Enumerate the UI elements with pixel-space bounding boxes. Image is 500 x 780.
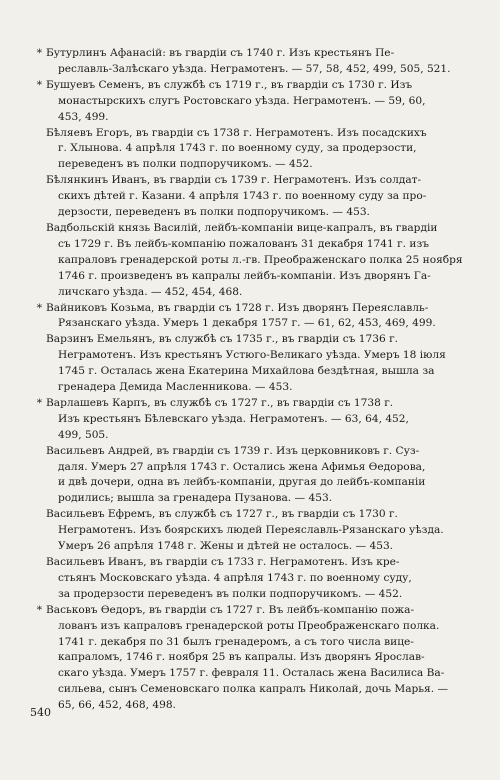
entry-continuation-line: реславль-Залѣскаго уѣзда. Неграмотенъ. — 57, 58, 452, 499, 505, 521. xyxy=(58,62,451,75)
entry-first-line: Бѣлянкинъ Иванъ, въ гвардіи съ 1739 г. Неграмотенъ. Изъ солдат- xyxy=(46,174,422,187)
entry-continuation-line: личскаго уѣзда. — 452, 454, 468. xyxy=(58,285,243,298)
entry-list xyxy=(30,46,466,714)
entry-continuation-line: Изъ крестьянъ Бѣлевскаго уѣзда. Неграмотенъ. — 63, 64, 452, xyxy=(58,412,409,425)
index-entry xyxy=(30,555,466,603)
entry-continuation-line: родились; вышла за гренадера Пузанова. — 453. xyxy=(58,492,333,505)
entry-continuation-line: за продерзости переведенъ въ полки подпоручикомъ. — 452. xyxy=(58,587,403,600)
entry-first-line: Вайниковъ Козьма, въ гвардіи съ 1728 г. Изъ дворянъ Переяславль- xyxy=(46,301,429,314)
entry-continuation-line: 1746 г. произведенъ въ капралы лейбъ-компаніи. Изъ дворянъ Га- xyxy=(58,269,431,282)
asterisk-mark: * xyxy=(36,301,42,314)
asterisk-mark: * xyxy=(36,396,42,409)
entry-continuation-line: сильева, сынъ Семеновскаго полка капралъ Николай, дочь Марья. — xyxy=(58,683,449,696)
index-entry xyxy=(30,301,466,333)
entry-continuation-line: Умеръ 26 апрѣля 1748 г. Жены и дѣтей не осталось. — 453. xyxy=(58,540,394,553)
entry-first-line: Варзинъ Емельянъ, въ службѣ съ 1735 г., въ гвардіи съ 1736 г. xyxy=(46,333,399,346)
entry-continuation-line: капраловъ гренадерской роты л.-гв. Преображенскаго полка 25 ноября xyxy=(58,253,463,266)
entry-continuation-line: переведенъ въ полки подпоручикомъ. — 452. xyxy=(58,158,313,171)
index-entry xyxy=(30,332,466,396)
entry-continuation-line: Неграмотенъ. Изъ боярскихъ людей Переяславль-Рязанскаго уѣзда. xyxy=(58,524,444,537)
entry-continuation-line: стьянъ Московскаго уѣзда. 4 апрѣля 1743 г. по военному суду, xyxy=(58,571,412,584)
index-entry xyxy=(30,173,466,221)
entry-first-line: Васильевъ Андрей, въ гвардіи съ 1739 г. Изъ церковниковъ г. Суз- xyxy=(46,444,420,457)
entry-first-line: Васильевъ Ефремъ, въ службѣ съ 1727 г., въ гвардіи съ 1730 г. xyxy=(46,508,398,521)
page-number: 540 xyxy=(30,706,51,719)
entry-continuation-line: дерзости, переведенъ въ полки подпоручикомъ. — 453. xyxy=(58,206,370,219)
asterisk-mark: * xyxy=(36,603,42,616)
entry-continuation-line: скаго уѣзда. Умеръ 1757 г. февраля 11. Осталась жена Василиса Ва- xyxy=(58,667,445,680)
entry-continuation-line: 1745 г. Осталась жена Екатерина Михайлова бездѣтная, вышла за xyxy=(58,365,435,378)
entry-continuation-line: г. Хлынова. 4 апрѣля 1743 г. по военному суду, за продерзости, xyxy=(58,142,417,155)
entry-continuation-line: гренадера Демида Масленникова. — 453. xyxy=(58,381,293,394)
entry-continuation-line: 453, 499. xyxy=(58,110,109,123)
index-entry xyxy=(30,507,466,555)
entry-continuation-line: Рязанскаго уѣзда. Умеръ 1 декабря 1757 г. — 61, 62, 453, 469, 499. xyxy=(58,317,436,330)
asterisk-mark: * xyxy=(36,47,42,59)
entry-first-line: Бушуевъ Семенъ, въ службѣ съ 1719 г., въ гвардіи съ 1730 г. Изъ xyxy=(46,78,413,91)
index-entry xyxy=(30,221,466,301)
index-entry xyxy=(30,46,466,78)
entry-continuation-line: съ 1729 г. Въ лейбъ-компанію пожалованъ 31 декабря 1741 г. изъ xyxy=(58,237,429,250)
index-entry xyxy=(30,126,466,174)
entry-continuation-line: 1741 г. декабря по 31 былъ гренадеромъ, а съ того числа вице- xyxy=(58,635,414,648)
entry-first-line: Бутурлинъ Афанасій: въ гвардіи съ 1740 г. Изъ крестьянъ Пе- xyxy=(46,47,395,59)
entry-first-line: Вадбольскій князь Василій, лейбъ-компаніи вице-капралъ, въ гвардіи xyxy=(46,221,438,234)
asterisk-mark: * xyxy=(36,78,42,91)
index-entry xyxy=(30,603,466,714)
index-entry xyxy=(30,444,466,508)
entry-continuation-line: Неграмотенъ. Изъ крестьянъ Устюго-Великаго уѣзда. Умеръ 18 іюля xyxy=(58,349,446,362)
entry-continuation-line: капраломъ, 1746 г. ноября 25 въ капралы. Изъ дворянъ Ярослав- xyxy=(58,651,425,664)
entry-first-line: Васильевъ Иванъ, въ гвардіи съ 1733 г. Неграмотенъ. Изъ кре- xyxy=(46,556,400,568)
entry-continuation-line: и двѣ дочери, одна въ лейбъ-компаніи, другая до лейбъ-компаніи xyxy=(58,476,426,489)
entry-continuation-line: 65, 66, 452, 468, 498. xyxy=(58,699,176,712)
entry-first-line: Васьковъ Ѳедоръ, въ гвардіи съ 1727 г. Въ лейбъ-компанію пожа- xyxy=(46,603,415,616)
entry-continuation-line: монастырскихъ слугъ Ростовскаго уѣзда. Неграмотенъ. — 59, 60, xyxy=(58,94,426,107)
entry-continuation-line: скихъ дѣтей г. Казани. 4 апрѣля 1743 г. по военному суду за про- xyxy=(58,190,427,203)
index-entry xyxy=(30,396,466,444)
entry-first-line: Варлашевъ Карпъ, въ службѣ съ 1727 г., въ гвардіи съ 1738 г. xyxy=(46,396,394,409)
entry-continuation-line: 499, 505. xyxy=(58,428,109,441)
entry-first-line: Бѣляевъ Егоръ, въ гвардіи съ 1738 г. Неграмотенъ. Изъ посадскихъ xyxy=(46,126,427,139)
index-entry xyxy=(30,78,466,126)
entry-continuation-line: лованъ изъ капраловъ гренадерской роты Преображенскаго полка. xyxy=(58,619,440,632)
entry-continuation-line: даля. Умеръ 27 апрѣля 1743 г. Остались жена Афимья Ѳедорова, xyxy=(58,460,426,473)
